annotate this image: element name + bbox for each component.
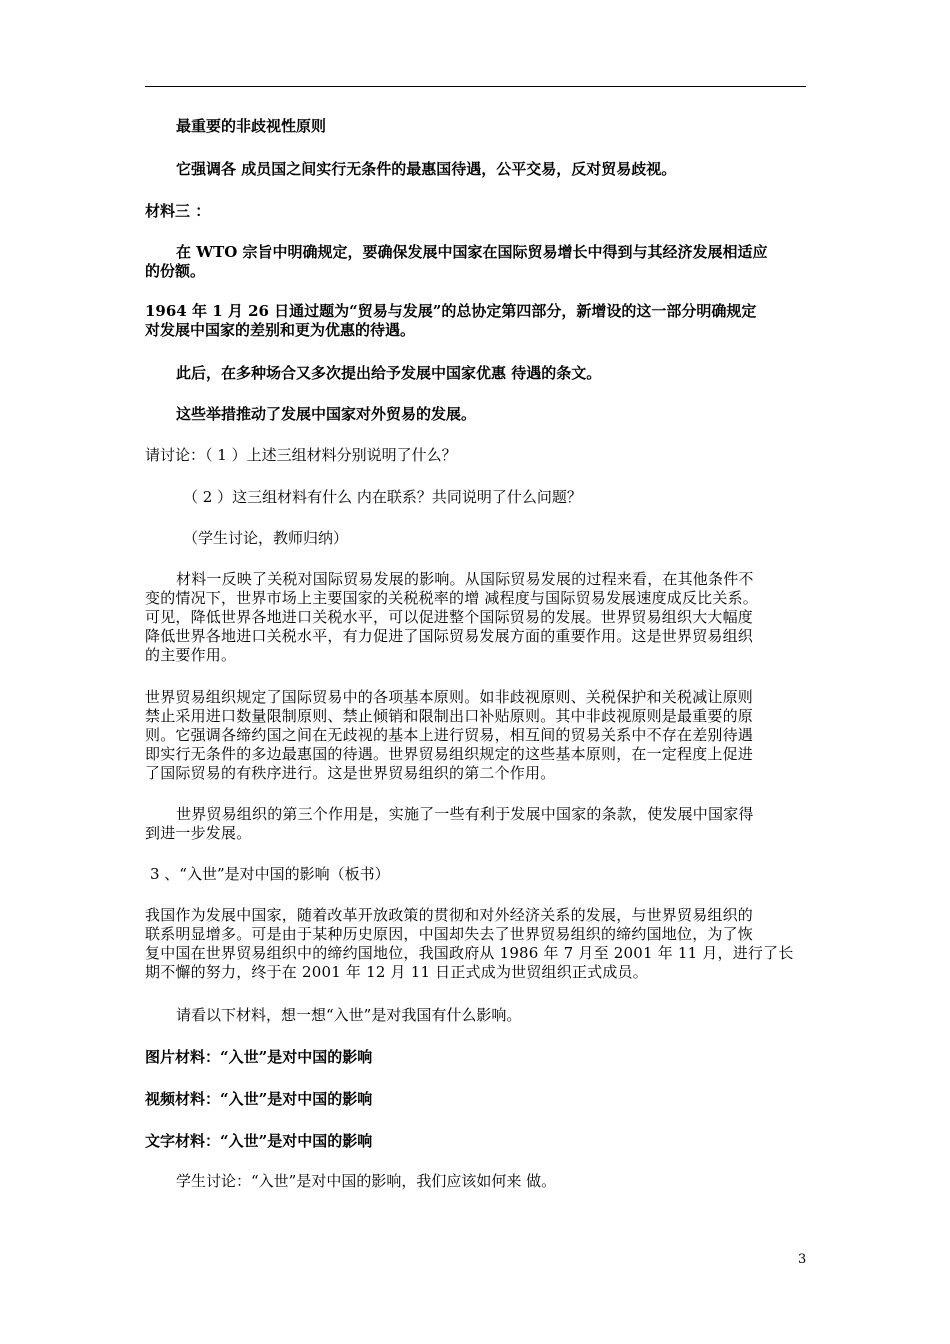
material3-paragraph2-line1: 1964 年 1 月 26 日通过题为“贸易与发展”的总协定第四部分，新增设的这一部分明确规定 — [145, 302, 757, 320]
analysis2-line2: 禁止采用进口数量限制原则、禁止倾销和限制出口补贴原则。其中非歧视原则是最重要的原 — [145, 707, 754, 725]
analysis3-line1: 世界贸易组织的第三个作用是，实施了一些有利于发展中国家的条款，使发展中国家得 — [176, 805, 754, 823]
analysis1-line5: 的主要作用。 — [145, 646, 237, 664]
analysis2-line5: 了国际贸易的有秩序进行。这是世界贸易组织的第二个作用。 — [145, 764, 556, 782]
heading-principle: 最重要的非歧视性原则 — [176, 117, 327, 135]
discussion-question-2: （ 2 ）这三组材料有什么 内在联系？共同说明了什么问题？ — [183, 488, 582, 506]
china-paragraph-line1: 我国作为发展中国家，随着改革开放政策的贯彻和对外经济关系的发展，与世界贸易组织的 — [145, 906, 754, 924]
china-paragraph-line4: 期不懈的努力，终于在 2001 年 12 月 11 日正式成为世贸组织正式成员。 — [145, 963, 648, 981]
material3-paragraph3: 此后，在多种场合又多次提出给予发展中国家优惠 待遇的条文。 — [176, 364, 602, 382]
analysis3-line2: 到进一步发展。 — [145, 824, 252, 842]
discussion-note: （学生讨论，教师归纳） — [183, 529, 349, 547]
material3-paragraph2-line2: 对发展中国家的差别和更为优惠的待遇。 — [145, 321, 416, 339]
page-number: 3 — [798, 1252, 807, 1267]
analysis1-line4: 降低世界各地进口关税水平，有力促进了国际贸易发展方面的重要作用。这是世界贸易组织 — [145, 627, 754, 645]
prompt-text: 请看以下材料，想一想“入世”是对我国有什么影响。 — [176, 1006, 522, 1024]
analysis1-line2: 变的情况下，世界市场上主要国家的关税税率的增 减程度与国际贸易发展速度成反比关系。 — [145, 589, 758, 607]
section3-title: 3 、“入世”是对中国的影响（板书） — [150, 865, 390, 883]
header-rule — [145, 86, 806, 87]
discussion-question-1: 请讨论：（ 1 ）上述三组材料分别说明了什么？ — [145, 446, 457, 464]
china-paragraph-line3: 复中国在世界贸易组织中的缔约国地位，我国政府从 1986 年 7 月至 2001 年 11 月，进行了长 — [145, 944, 794, 962]
analysis1-line1: 材料一反映了关税对国际贸易发展的影响。从国际贸易发展的过程来看，在其他条件不 — [176, 570, 754, 588]
student-discussion: 学生讨论：“入世”是对中国的影响，我们应该如何来 做。 — [176, 1172, 557, 1190]
principle-text: 它强调各 成员国之间实行无条件的最惠国待遇，公平交易，反对贸易歧视。 — [176, 160, 677, 178]
china-paragraph-line2: 联系明显增多。可是由于某种历史原因，中国却失去了世界贸易组织的缔约国地位，为了恢 — [145, 925, 754, 943]
material3-paragraph1-line2: 的份额。 — [145, 262, 206, 280]
material3-label: 材料三 ： — [145, 202, 211, 220]
analysis2-line4: 即实行无条件的多边最惠国的待遇。世界贸易组织规定的这些基本原则，在一定程度上促进 — [145, 745, 754, 763]
material3-paragraph1-line1: 在 WTO 宗旨中明确规定，要确保发展中国家在国际贸易增长中得到与其经济发展相适应 — [176, 243, 768, 261]
picture-material: 图片材料：“入世”是对中国的影响 — [145, 1048, 373, 1066]
video-material: 视频材料：“入世”是对中国的影响 — [145, 1090, 373, 1108]
analysis2-line3: 则。它强调各缔约国之间在无歧视的基本上进行贸易，相互间的贸易关系中不存在差别待遇 — [145, 726, 754, 744]
text-material: 文字材料：“入世”是对中国的影响 — [145, 1132, 373, 1150]
material3-paragraph4: 这些举措推动了发展中国家对外贸易的发展。 — [176, 405, 477, 423]
analysis1-line3: 可见，降低世界各地进口关税水平，可以促进整个国际贸易的发展。世界贸易组织大大幅度 — [145, 608, 754, 626]
analysis2-line1: 世界贸易组织规定了国际贸易中的各项基本原则。如非歧视原则、关税保护和关税减让原则 — [145, 688, 754, 706]
